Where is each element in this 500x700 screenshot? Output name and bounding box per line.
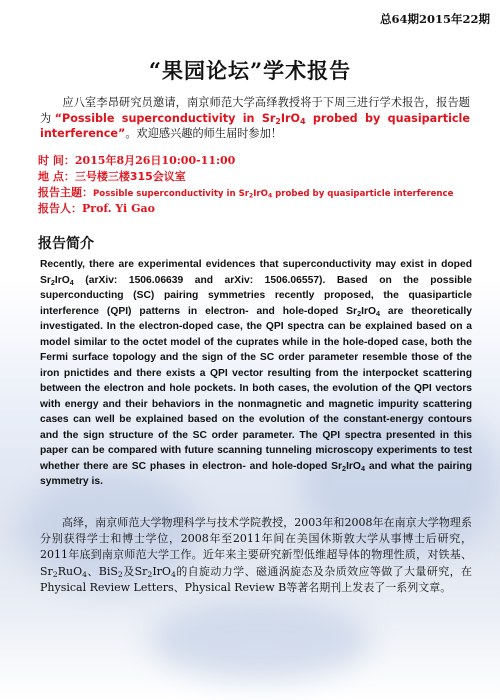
detail-place: [38, 168, 478, 184]
place-value: 三号楼三楼315会议室: [74, 170, 186, 183]
detail-topic: [38, 184, 478, 200]
detail-time: [38, 152, 478, 168]
place-label: 地 点：: [38, 170, 75, 183]
speaker-value: Prof. Yi Gao: [82, 202, 155, 215]
topic-label: 报告主题：: [38, 186, 93, 199]
abstract-heading: 报告简介: [38, 236, 94, 252]
invitation-intro: 应八室李昂研究员邀请，南京师范大学高绎教授将于下周三进行学术报告，报告题为: [40, 96, 470, 125]
invitation-paragraph: [40, 95, 470, 142]
page-title: “果园论坛”学术报告: [148, 58, 352, 83]
time-value: 2015年8月26日10:00-11:00: [74, 154, 236, 167]
abstract-paragraph: Recently, there are experimental evidences that superconductivity may exist in doped $Sr_2IrO_4$ (arXiv: 1506.06639 and arXiv: 1506.06557). Based on the possible superconducting (SC) pairing symmetries recently proposed, the quasiparticle interference (QPI) patterns in electron- and hole-doped $Sr_2IrO_4$ are theoretically investigated. In the electron-doped case, the QPI spectra can be explained based on a model similar to the octet model of the cuprates while in the hole-doped case, both the Fermi surface topology and the sign of the SC order parameter resemble those of the iron pnictides and there exists a QPI vector resulting from the interpocket scattering between the electron and hole pockets. In both cases, the evolution of the QPI vectors with energy and their behaviors in the nonmagnetic and magnetic impurity scattering cases can well be explained based on the evolution of the constant-energy contours and the sign structure of the SC order parameter. The QPI spectra presented in this paper can be compared with future scanning tunneling microscopy experiments to test whether there are SC phases in electron- and hole-doped $Sr_2IrO_4$ and what the pairing symmetry is.: [40, 259, 472, 487]
topic-value: Possible superconductivity in $Sr_2IrO_4$ probed by quasiparticle interference: [93, 189, 454, 200]
time-label: 时 间：: [38, 154, 75, 167]
speaker-label: 报告人：: [38, 202, 82, 215]
speaker-bio: 高绎，南京师范大学物理科学与技术学院教授，2003年和2008年在南京大学物理系分别获得学士和博士学位，2008年至2011年间在美国休斯敦大学从事博士后研究，2011年底到南京师范大学工作。近年来主要研究新型低维超导体的物理性质，对铁基、$Sr_2RuO_4$、BiS$_2$及$Sr_2IrO_4$的自旋动力学、磁通涡旋态及杂质效应等做了大量研究，在Physical Review Letters、Physical Review B等著名期刊上发表了一系列文章。: [40, 516, 472, 594]
background-smudge: [150, 600, 370, 680]
invitation-outro: 。欢迎感兴趣的师生届时参加！: [125, 127, 282, 140]
invitation-talk-title: “Possible superconductivity in $Sr_2IrO_4$ probed by quasiparticle interference”: [40, 111, 470, 140]
detail-speaker: [38, 200, 478, 216]
issue-label: 总64期2015年22期: [379, 12, 490, 26]
